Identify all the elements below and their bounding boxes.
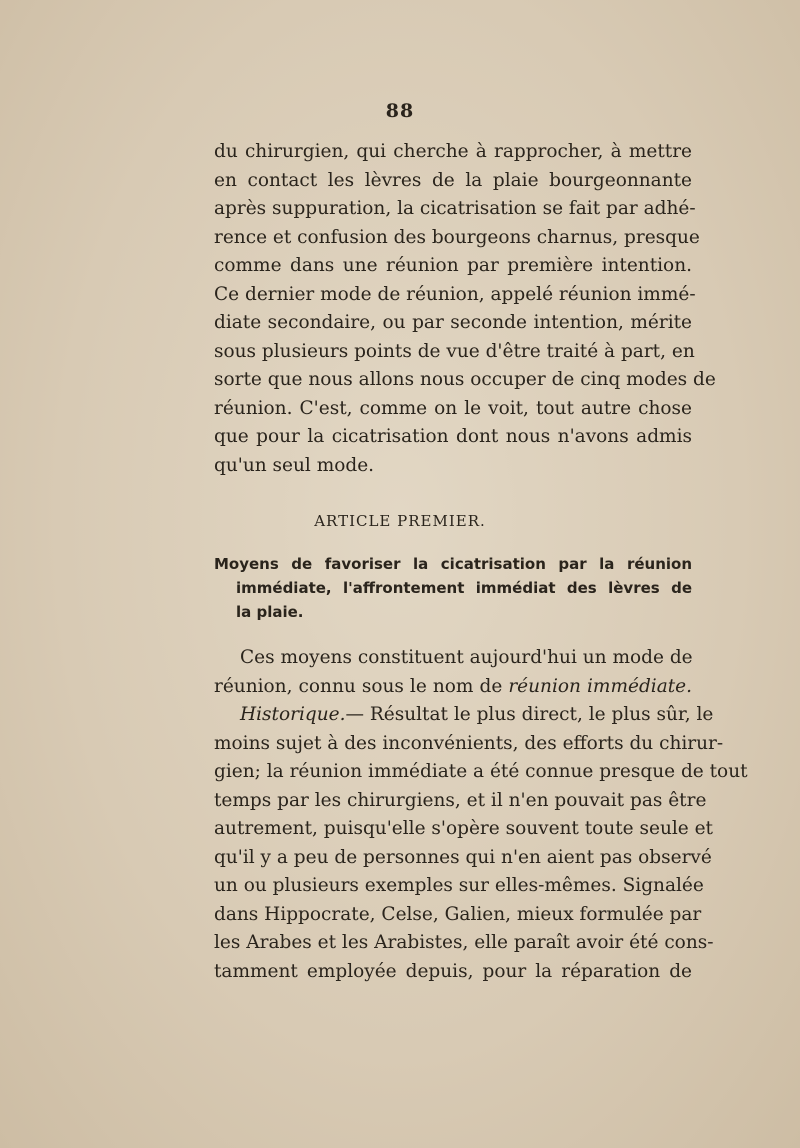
text-line: les Arabes et les Arabistes, elle paraît avoir été cons- — [214, 932, 714, 953]
paragraph-2 — [214, 644, 748, 986]
subheading-line: Moyens de favoriser la cicatrisation par la réunion — [214, 555, 692, 573]
text-line: Ces moyens constituent aujourd'hui un mode de — [240, 647, 693, 668]
italic-term: Historique. — [240, 704, 346, 725]
page-number: 88 — [385, 100, 415, 122]
text-line: gien; la réunion immédiate a été connue presque de tout — [214, 761, 748, 782]
text-line: qu'il y a peu de personnes qui n'en aient pas observé — [214, 846, 712, 868]
text-line: diate secondaire, ou par seconde intention, mérite — [214, 312, 692, 333]
section-subheading — [214, 552, 692, 624]
text-line: comme dans une réunion par première intention. — [214, 255, 692, 276]
text-line: rence et confusion des bourgeons charnus, presque — [214, 226, 700, 248]
subheading-line: immédiate, l'affrontement immédiat des lèvres de — [236, 579, 692, 597]
text-line: moins sujet à des inconvénients, des efforts du chirur- — [214, 732, 724, 754]
text-line: Ce dernier mode de réunion, appelé réunion immé- — [214, 283, 696, 305]
article-heading: ARTICLE PREMIER. — [314, 512, 486, 530]
paragraph-1 — [214, 138, 716, 480]
text-line: tamment employée depuis, pour la réparation de — [214, 960, 692, 982]
text-line: sorte que nous allons nous occuper de cinq modes de — [214, 369, 716, 390]
text-line: dans Hippocrate, Celse, Galien, mieux formulée par — [214, 903, 702, 925]
text-line: du chirurgien, qui cherche à rapprocher, à mettre — [214, 141, 692, 162]
subheading-line: la plaie. — [236, 603, 304, 621]
text-line: qu'un seul mode. — [214, 454, 375, 476]
text-line: autrement, puisqu'elle s'opère souvent toute seule et — [214, 818, 713, 839]
text-line: en contact les lèvres de la plaie bourgeonnante — [214, 169, 692, 191]
text-line: un ou plusieurs exemples sur elles-mêmes. Signalée — [214, 875, 704, 896]
text-line: réunion. C'est, comme on le voit, tout autre chose — [214, 397, 692, 419]
italic-term: réunion immédiate. — [508, 675, 692, 697]
text-line: temps par les chirurgiens, et il n'en pouvait pas être — [214, 789, 707, 811]
text-line — [214, 701, 714, 730]
text-line: après suppuration, la cicatrisation se fait par adhé- — [214, 198, 696, 219]
text-line — [214, 673, 692, 702]
text-segment: réunion, connu sous le nom de — [214, 675, 509, 697]
text-line: que pour la cicatrisation dont nous n'avons admis — [214, 426, 692, 447]
text-line: sous plusieurs points de vue d'être traité à part, en — [214, 340, 695, 362]
text-segment: — Résultat le plus direct, le plus sûr, le — [345, 704, 714, 725]
